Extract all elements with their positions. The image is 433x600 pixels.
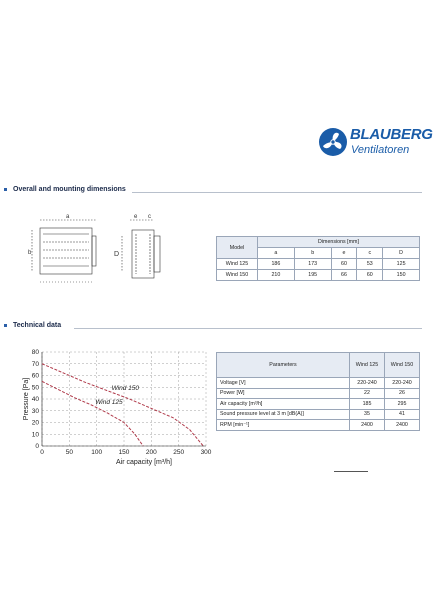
drawing-label-c: c (148, 214, 151, 220)
y-tick-label: 40 (31, 396, 39, 403)
value-cell: 41 (385, 409, 420, 420)
column-header: c (357, 248, 383, 259)
value-cell: 186 (258, 259, 295, 270)
x-tick-label: 50 (65, 449, 73, 456)
value-cell: 60 (331, 259, 357, 270)
section-title-dimensions: Overall and mounting dimensions (4, 186, 126, 193)
column-header: a (258, 248, 295, 259)
parameters-header: Parameters (217, 353, 350, 378)
param-cell: RPM [min⁻¹] (217, 420, 350, 431)
table-row (217, 270, 420, 281)
brand-name: BLAUBERG (350, 126, 433, 143)
model-cell: Wind 125 (217, 259, 258, 270)
y-tick-label: 60 (31, 372, 39, 380)
y-tick-label: 0 (35, 443, 39, 450)
series-label: Wind 150 (111, 384, 140, 392)
drawing-label-b: b (28, 250, 32, 256)
param-cell: Voltage [V] (217, 378, 350, 389)
brand-subtitle: Ventilatoren (351, 144, 410, 156)
value-cell: 66 (331, 270, 357, 281)
param-cell: Air capacity [m³/h] (217, 399, 350, 410)
value-cell: 195 (294, 270, 331, 281)
x-tick-label: 300 (200, 449, 212, 456)
model-header: Wind 150 (385, 353, 420, 378)
value-cell: 220-240 (350, 378, 385, 389)
model-header: Model (217, 237, 258, 259)
value-cell: 26 (385, 388, 420, 399)
footer-rule (334, 471, 368, 472)
value-cell: 60 (357, 270, 383, 281)
drawing-label-D: D (114, 251, 120, 258)
technical-table (216, 352, 420, 431)
table-row (217, 378, 420, 389)
value-cell: 35 (350, 409, 385, 420)
section-rule (132, 192, 422, 193)
pressure-capacity-chart (22, 348, 218, 472)
model-header: Wind 125 (350, 353, 385, 378)
column-header: D (383, 248, 420, 259)
section-title-technical: Technical data (4, 322, 61, 329)
y-axis-label: Pressure [Pa] (23, 377, 30, 421)
y-tick-label: 70 (31, 360, 39, 368)
column-header: b (294, 248, 331, 259)
table-row (217, 399, 420, 410)
series-label: Wind 125 (95, 398, 123, 406)
value-cell: 185 (350, 399, 385, 410)
value-cell: 2400 (385, 420, 420, 431)
drawing-label-e: e (134, 214, 138, 220)
drawing-label-a: a (66, 214, 70, 220)
series-line (42, 364, 203, 446)
x-tick-label: 250 (173, 449, 185, 456)
y-tick-label: 80 (31, 349, 39, 356)
dimensions-table (216, 236, 420, 281)
param-cell: Sound pressure level at 3 m [dB(A)] (217, 409, 350, 420)
column-header: e (331, 248, 357, 259)
param-cell: Power [W] (217, 388, 350, 399)
x-tick-label: 100 (91, 449, 103, 456)
value-cell: 53 (357, 259, 383, 270)
fan-logo-icon (318, 127, 348, 157)
value-cell: 220-240 (385, 378, 420, 389)
value-cell: 2400 (350, 420, 385, 431)
brand-logo (318, 125, 433, 165)
section-marker-icon (4, 324, 7, 327)
y-tick-label: 10 (31, 431, 39, 439)
value-cell: 150 (383, 270, 420, 281)
value-cell: 173 (294, 259, 331, 270)
table-row (217, 409, 420, 420)
table-row (217, 388, 420, 399)
value-cell: 125 (383, 259, 420, 270)
section-marker-icon (4, 188, 7, 191)
dimensions-group-header: Dimensions [mm] (258, 237, 420, 248)
y-tick-label: 30 (31, 407, 39, 415)
x-tick-label: 0 (40, 449, 44, 456)
x-tick-label: 150 (118, 449, 130, 456)
model-cell: Wind 150 (217, 270, 258, 281)
y-tick-label: 20 (31, 419, 39, 427)
table-row (217, 259, 420, 270)
section-rule (74, 328, 422, 329)
dimension-drawing (26, 212, 196, 292)
y-tick-label: 50 (31, 384, 39, 392)
x-tick-label: 200 (145, 449, 157, 456)
x-axis-label: Air capacity [m³/h] (115, 459, 173, 466)
table-row (217, 420, 420, 431)
value-cell: 295 (385, 399, 420, 410)
value-cell: 22 (350, 388, 385, 399)
value-cell: 210 (258, 270, 295, 281)
